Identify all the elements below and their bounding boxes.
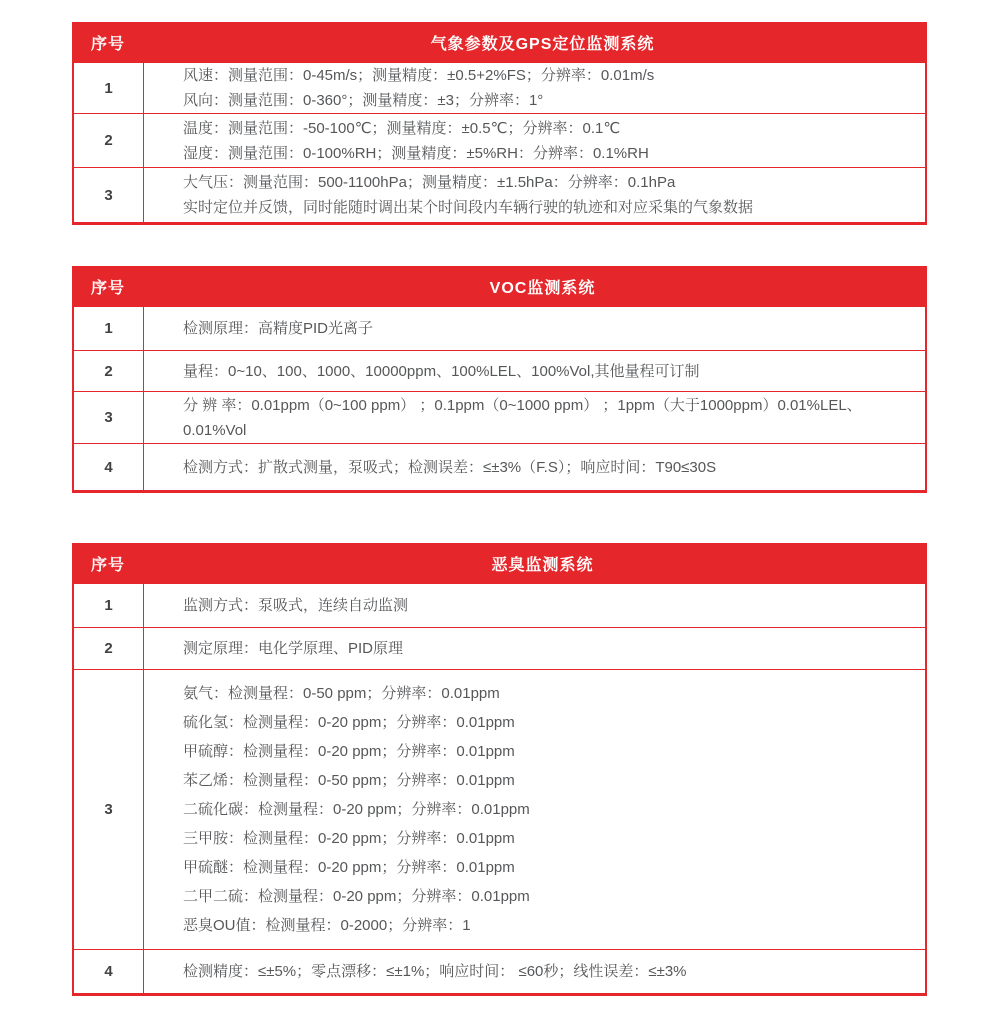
row-content-cell — [144, 950, 925, 993]
spec-line: 分 辨 率：0.01ppm（0~100 ppm） ；0.1ppm（0~1000 ppm） ；1ppm（大于1000ppm）0.01%LEL、 — [183, 396, 862, 414]
table-row — [74, 167, 925, 222]
row-content-cell — [144, 628, 925, 669]
row-content-cell — [144, 444, 925, 490]
spec-line: 温度：测量范围：-50-100℃；测量精度：±0.5℃；分辨率：0.1℃ — [183, 119, 621, 137]
row-content-cell — [144, 114, 925, 167]
table-row — [74, 584, 925, 627]
row-index-cell: 4 — [74, 950, 144, 993]
table-voc — [72, 266, 927, 493]
row-content-cell — [144, 584, 925, 627]
spec-line: 甲硫醇：检测量程：0-20 ppm；分辨率：0.01ppm — [183, 743, 515, 760]
row-index-cell: 3 — [74, 392, 144, 443]
table-voc-header — [74, 266, 925, 307]
table-title: 气象参数及GPS定位监测系统 — [430, 36, 655, 53]
spec-line: 硫化氢：检测量程：0-20 ppm；分辨率：0.01ppm — [183, 714, 515, 731]
table-row — [74, 443, 925, 490]
index-column-header: 序号 — [91, 36, 126, 53]
spec-line: 检测原理：高精度PID光离子 — [183, 320, 374, 337]
table-row — [74, 627, 925, 669]
row-index-cell: 4 — [74, 444, 144, 490]
spec-line: 0.01%Vol — [183, 421, 247, 439]
table-title: 恶臭监测系统 — [491, 557, 594, 574]
spec-line: 大气压：测量范围：500-1100hPa；测量精度：±1.5hPa：分辨率：0.1hPa — [183, 174, 676, 191]
row-index-cell: 3 — [74, 670, 144, 949]
table-row — [74, 63, 925, 113]
row-content-cell — [144, 63, 925, 113]
row-content-cell — [144, 392, 925, 443]
spec-line: 风速：测量范围：0-45m/s；测量精度：±0.5+2%FS；分辨率：0.01m/s — [183, 67, 655, 84]
row-index-cell: 2 — [74, 114, 144, 167]
spec-line: 监测方式：泵吸式，连续自动监测 — [183, 597, 409, 614]
row-index-cell: 1 — [74, 307, 144, 350]
spec-line: 三甲胺：检测量程：0-20 ppm；分辨率：0.01ppm — [183, 830, 515, 847]
spec-line: 湿度：测量范围：0-100%RH；测量精度：±5%RH：分辨率：0.1%RH — [183, 144, 649, 162]
table-row — [74, 669, 925, 949]
table-row — [74, 307, 925, 350]
row-index-cell: 2 — [74, 351, 144, 391]
row-content-cell — [144, 351, 925, 391]
spec-line: 二甲二硫：检测量程：0-20 ppm；分辨率：0.01ppm — [183, 888, 530, 905]
table-weather-gps-header — [74, 22, 925, 63]
spec-line: 检测方式：扩散式测量，泵吸式；检测误差：≤±3%（F.S）；响应时间：T90≤30S — [183, 458, 717, 476]
row-index-cell: 1 — [74, 63, 144, 113]
table-odor — [72, 543, 927, 996]
row-content-cell — [144, 168, 925, 222]
spec-line: 甲硫醚：检测量程：0-20 ppm；分辨率：0.01ppm — [183, 859, 515, 876]
table-row — [74, 350, 925, 391]
row-content-cell — [144, 670, 925, 949]
table-odor-header — [74, 543, 925, 584]
index-column-header: 序号 — [91, 280, 126, 297]
spec-line: 氨气：检测量程：0-50 ppm；分辨率：0.01ppm — [183, 685, 500, 702]
spec-line: 恶臭OU值：检测量程：0-2000；分辨率：1 — [183, 917, 471, 934]
table-weather-gps — [72, 22, 927, 225]
spec-line: 测定原理：电化学原理、PID原理 — [183, 640, 404, 657]
spec-line: 苯乙烯：检测量程：0-50 ppm；分辨率：0.01ppm — [183, 772, 515, 789]
row-content-cell — [144, 307, 925, 350]
table-title: VOC监测系统 — [489, 280, 596, 297]
row-index-cell: 2 — [74, 628, 144, 669]
index-column-header: 序号 — [91, 557, 126, 574]
spec-line: 实时定位并反馈，同时能随时调出某个时间段内车辆行驶的轨迹和对应采集的气象数据 — [183, 199, 754, 216]
row-index-cell: 3 — [74, 168, 144, 222]
spec-line: 检测精度：≤±5%；零点漂移：≤±1%；响应时间： ≤60秒；线性误差：≤±3% — [183, 963, 687, 980]
row-index-cell: 1 — [74, 584, 144, 627]
spec-line: 二硫化碳：检测量程：0-20 ppm；分辨率：0.01ppm — [183, 801, 530, 818]
table-row — [74, 949, 925, 993]
table-row — [74, 113, 925, 167]
spec-line: 风向：测量范围：0-360°；测量精度：±3；分辨率：1° — [183, 92, 544, 109]
table-row — [74, 391, 925, 443]
spec-line: 量程：0~10、100、1000、10000ppm、100%LEL、100%Vol,其他量程可订制 — [183, 362, 700, 380]
